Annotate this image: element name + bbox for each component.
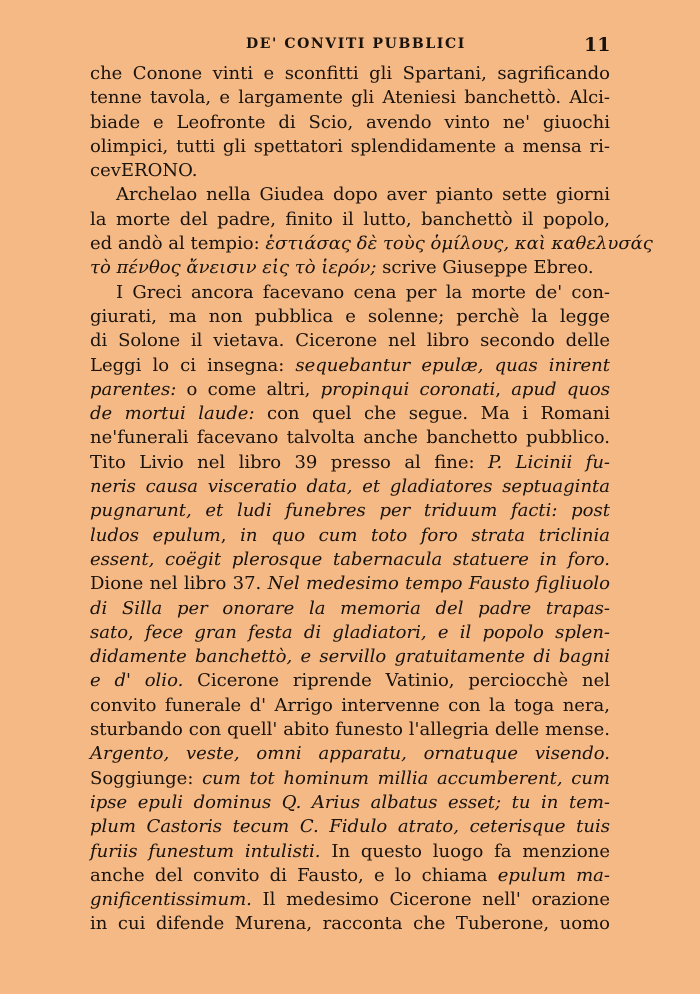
text-segment: Archelao nella Giudea dopo aver pianto sette giorni [116,184,610,206]
text-segment: cevERONO. [90,160,198,182]
text-line [90,208,610,232]
italic-text-segment: Nel medesimo tempo Fausto figliuolo [267,573,611,595]
text-segment: giurati, ma non pubblica e solenne; perchè la legge [90,305,610,327]
text-segment: sturbando con quell' abito funesto l'allegria delle mense. [90,719,610,741]
text-segment: biade e Leofronte di Scio, avendo vinto ne' giuochi [90,111,610,133]
text-segment: che Conone vinti e sconfitti gli Spartani, sagrificando [90,63,610,84]
italic-text-segment: τὸ πένθος ἄνεισιν εἰς τὸ ἱερόν; [90,257,377,279]
italic-text-segment: furiis funestum intulisti. [90,840,321,862]
italic-text-segment: plum Castoris tecum C. Fidulo atrato, ceterisque tuis [90,816,610,838]
italic-text-segment: epulum ma- [497,864,610,886]
text-segment: , [220,524,241,546]
page-number: 11 [584,34,611,56]
text-line [90,281,610,305]
italic-text-segment: propinqui coronati [320,378,496,400]
italic-text-segment: P. Licinii fu- [487,451,611,473]
text-line [90,232,653,256]
text-segment: scrive Giuseppe Ebreo. [376,257,594,279]
text-line [90,840,610,864]
italic-text-segment: sequebantur epulæ, quas inirent [295,354,610,376]
text-line [90,791,610,815]
italic-text-segment: neris causa visceratio data, et gladiatores septuaginta [90,476,610,498]
text-segment: con quel che segue. Ma i Romani [254,403,611,425]
italic-text-segment: in quo cum toto foro strata triclinia [240,524,610,546]
text-line [90,499,610,523]
italic-text-segment: sato [90,621,129,643]
text-line [90,111,610,135]
italic-text-segment: apud quos [511,378,611,400]
text-line [90,305,610,329]
text-segment: Leggi lo ci insegna: [90,354,296,376]
text-segment: Cicerone riprende Vatinio, perciocchè nel [183,670,610,692]
text-line [90,767,610,791]
text-segment: ed andò al tempio: [90,233,266,255]
italic-text-segment: de mortui laude: [90,403,255,425]
italic-text-segment: cum tot hominum millia accumberent, cum [202,767,610,789]
text-segment: I Greci ancora facevano cena per la morte de' con- [116,281,610,303]
italic-text-segment: parentes: [90,378,177,400]
italic-text-segment: e d' olio. [90,670,184,692]
text-segment: Soggiunge: [90,767,203,789]
text-line [90,742,610,766]
text-line [90,912,610,936]
text-segment: convito funerale d' Arrigo intervenne con la toga nera, [90,694,610,716]
text-line [90,669,610,693]
text-line [90,378,610,402]
text-segment: Il medesimo Cicerone nell' orazione [251,889,610,911]
text-line [90,597,610,621]
text-segment: la morte del padre, finito il lutto, banchettò il popolo, [90,208,610,230]
text-line [90,354,610,378]
text-line [90,135,610,159]
text-segment: In questo luogo fa menzione [320,840,610,862]
text-line [90,256,610,280]
text-segment: di Solone il vietava. Cicerone nel libro secondo delle [90,330,610,352]
text-line [90,718,610,742]
italic-text-segment: gnificentissimum. [90,889,252,911]
text-segment: olimpici, tutti gli spettatori splendidamente a mensa ri- [90,135,610,157]
italic-text-segment: pugnarunt, et ludi funebres per triduum facti: post [90,500,610,522]
italic-text-segment: di Silla per onorare la memoria del padre trapas- [90,597,610,619]
running-header: DE' CONVITI PUBBLICI [246,36,466,52]
text-segment: Tito Livio nel libro 39 presso al fine: [90,451,488,473]
italic-text-segment: didamente banchettò, e servillo gratuitamente di bagni [90,646,610,668]
text-line [90,62,610,86]
text-line [90,402,610,426]
text-line [90,548,610,572]
text-line [90,694,610,718]
text-line [90,621,610,645]
text-line [90,524,610,548]
italic-text-segment: ludos epulum [90,524,221,546]
text-segment: o come altri, [176,378,321,400]
text-line [90,329,610,353]
text-line [90,86,610,110]
text-segment: Dione nel libro 37. [90,573,268,595]
text-line [90,451,610,475]
italic-text-segment: ἑστιάσας δὲ τοὺς ὁμίλους, καὶ καθελυσάς [265,233,653,255]
text-line [90,645,610,669]
text-line [90,864,610,888]
text-segment: tenne tavola, e largamente gli Ateniesi banchettò. Alci- [90,87,610,109]
text-segment: , [495,378,512,400]
body-text [90,62,653,937]
text-line [90,888,610,912]
text-line [90,183,610,207]
text-segment: ne'funerali facevano talvolta anche banchetto pubblico. [90,427,610,449]
italic-text-segment: essent, coëgit plerosque tabernacula statuere in foro. [90,548,610,570]
text-line [90,572,610,596]
text-line [90,426,610,450]
italic-text-segment: Argento, veste, omni apparatu, ornatuque visendo. [90,743,610,765]
text-line [90,815,610,839]
text-line [90,475,610,499]
text-segment: anche del convito di Fausto, e lo chiama [90,864,498,886]
italic-text-segment: fece gran festa di gladiatori, e il popolo splen- [145,621,610,643]
text-segment: , [128,621,146,643]
text-line [90,159,610,183]
text-segment: in cui difende Murena, racconta che Tuberone, uomo [90,913,610,935]
italic-text-segment: ipse epuli dominus Q. Arius albatus esset; tu in tem- [90,791,610,813]
